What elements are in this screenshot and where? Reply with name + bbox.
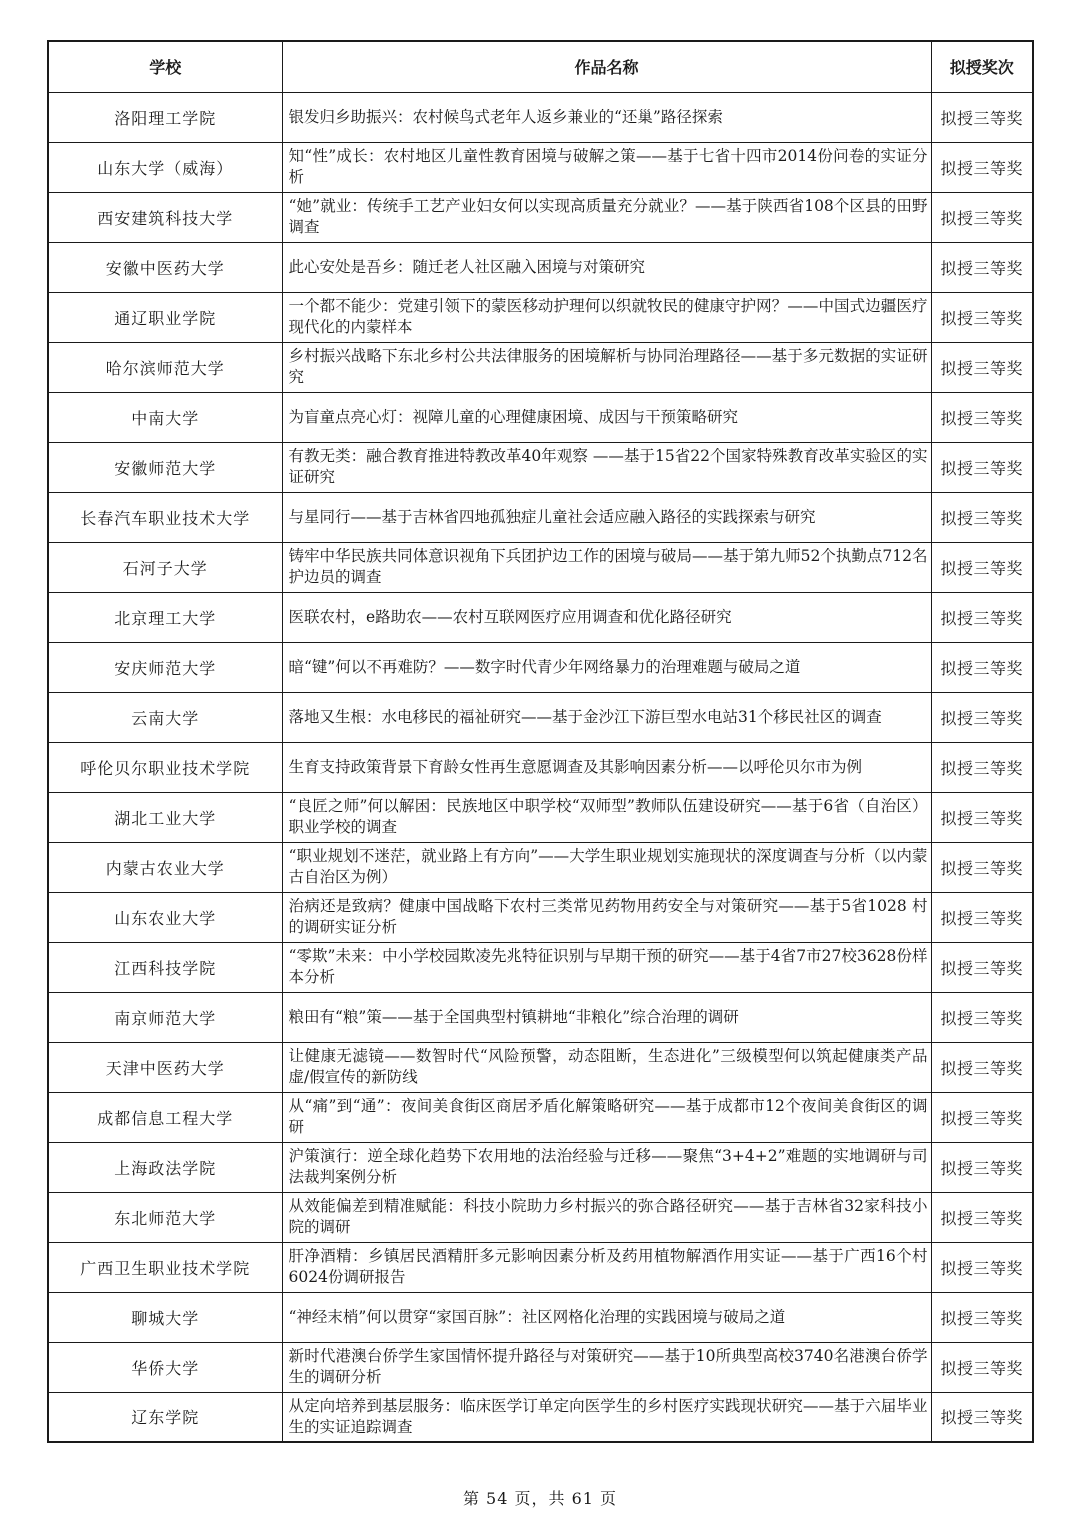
school-cell: 湖北工业大学 [48, 792, 282, 842]
title-cell: “职业规划不迷茫，就业路上有方向”——大学生职业规划实施现状的深度调查与分析（以内蒙古自治区为例） [282, 842, 931, 892]
award-cell: 拟授三等奖 [931, 1392, 1033, 1442]
title-cell: 从定向培养到基层服务：临床医学订单定向医学生的乡村医疗实践现状研究——基于六届毕业生的实证追踪调查 [282, 1392, 931, 1442]
table-header-row [48, 41, 1033, 92]
awards-table [47, 40, 1034, 1443]
school-cell: 云南大学 [48, 692, 282, 742]
table-row [48, 192, 1033, 242]
table-row [48, 242, 1033, 292]
table-row [48, 992, 1033, 1042]
school-cell: 山东农业大学 [48, 892, 282, 942]
school-cell: 石河子大学 [48, 542, 282, 592]
award-cell: 拟授三等奖 [931, 992, 1033, 1042]
school-cell: 辽东学院 [48, 1392, 282, 1442]
title-cell: 从“痛”到“通”：夜间美食街区商居矛盾化解策略研究——基于成都市12个夜间美食街区的调研 [282, 1092, 931, 1142]
school-cell: 长春汽车职业技术大学 [48, 492, 282, 542]
table-row [48, 742, 1033, 792]
school-cell: 呼伦贝尔职业技术学院 [48, 742, 282, 792]
school-cell: 天津中医药大学 [48, 1042, 282, 1092]
school-cell: 安徽师范大学 [48, 442, 282, 492]
award-cell: 拟授三等奖 [931, 342, 1033, 392]
award-cell: 拟授三等奖 [931, 692, 1033, 742]
school-cell: 内蒙古农业大学 [48, 842, 282, 892]
table-row [48, 1042, 1033, 1092]
school-cell: 南京师范大学 [48, 992, 282, 1042]
table-row [48, 342, 1033, 392]
table-row [48, 1242, 1033, 1292]
award-cell: 拟授三等奖 [931, 92, 1033, 142]
title-cell: 一个都不能少：党建引领下的蒙医移动护理何以织就牧民的健康守护网？——中国式边疆医疗现代化的内蒙样本 [282, 292, 931, 342]
table-body [48, 92, 1033, 1442]
school-cell: 洛阳理工学院 [48, 92, 282, 142]
table-row [48, 642, 1033, 692]
table-row [48, 842, 1033, 892]
school-cell: 安庆师范大学 [48, 642, 282, 692]
award-cell: 拟授三等奖 [931, 942, 1033, 992]
table-row [48, 1292, 1033, 1342]
title-cell: “良匠之师”何以解困：民族地区中职学校“双师型”教师队伍建设研究——基于6省（自治区）职业学校的调查 [282, 792, 931, 842]
title-cell: “神经末梢”何以贯穿“家国百脉”：社区网格化治理的实践困境与破局之道 [282, 1292, 931, 1342]
award-cell: 拟授三等奖 [931, 142, 1033, 192]
header-title: 作品名称 [282, 41, 931, 92]
title-cell: 知“性”成长：农村地区儿童性教育困境与破解之策——基于七省十四市2014份问卷的实证分析 [282, 142, 931, 192]
table-row [48, 1392, 1033, 1442]
table-row [48, 1142, 1033, 1192]
table-row [48, 142, 1033, 192]
title-cell: “零欺”未来：中小学校园欺凌先兆特征识别与早期干预的研究——基于4省7市27校3628份样本分析 [282, 942, 931, 992]
award-cell: 拟授三等奖 [931, 1242, 1033, 1292]
table-row [48, 792, 1033, 842]
title-cell: 银发归乡助振兴：农村候鸟式老年人返乡兼业的“还巢”路径探索 [282, 92, 931, 142]
title-cell: 落地又生根：水电移民的福祉研究——基于金沙江下游巨型水电站31个移民社区的调查 [282, 692, 931, 742]
award-cell: 拟授三等奖 [931, 842, 1033, 892]
title-cell: 乡村振兴战略下东北乡村公共法律服务的困境解析与协同治理路径——基于多元数据的实证研究 [282, 342, 931, 392]
page-number: 第 54 页，共 61 页 [462, 1489, 618, 1508]
title-cell: 暗“键”何以不再难防？——数字时代青少年网络暴力的治理难题与破局之道 [282, 642, 931, 692]
title-cell: 此心安处是吾乡：随迁老人社区融入困境与对策研究 [282, 242, 931, 292]
school-cell: 安徽中医药大学 [48, 242, 282, 292]
title-cell: 医联农村，e路助农——农村互联网医疗应用调查和优化路径研究 [282, 592, 931, 642]
table-row [48, 1342, 1033, 1392]
school-cell: 聊城大学 [48, 1292, 282, 1342]
school-cell: 上海政法学院 [48, 1142, 282, 1192]
title-cell: 有教无类：融合教育推进特教改革40年观察 ——基于15省22个国家特殊教育改革实验区的实证研究 [282, 442, 931, 492]
school-cell: 东北师范大学 [48, 1192, 282, 1242]
award-cell: 拟授三等奖 [931, 1292, 1033, 1342]
school-cell: 成都信息工程大学 [48, 1092, 282, 1142]
award-cell: 拟授三等奖 [931, 292, 1033, 342]
table-row [48, 892, 1033, 942]
table-row [48, 442, 1033, 492]
title-cell: 粮田有“粮”策——基于全国典型村镇耕地“非粮化”综合治理的调研 [282, 992, 931, 1042]
school-cell: 通辽职业学院 [48, 292, 282, 342]
title-cell: 沪策演行：逆全球化趋势下农用地的法治经验与迁移——聚焦“3+4+2”难题的实地调研与司法裁判案例分析 [282, 1142, 931, 1192]
table-row [48, 492, 1033, 542]
table-row [48, 92, 1033, 142]
award-cell: 拟授三等奖 [931, 1042, 1033, 1092]
title-cell: 铸牢中华民族共同体意识视角下兵团护边工作的困境与破局——基于第九师52个执勤点712名护边员的调查 [282, 542, 931, 592]
award-cell: 拟授三等奖 [931, 1092, 1033, 1142]
title-cell: 为盲童点亮心灯：视障儿童的心理健康困境、成因与干预策略研究 [282, 392, 931, 442]
award-cell: 拟授三等奖 [931, 642, 1033, 692]
award-cell: 拟授三等奖 [931, 492, 1033, 542]
header-award: 拟授奖次 [931, 41, 1033, 92]
school-cell: 华侨大学 [48, 1342, 282, 1392]
award-cell: 拟授三等奖 [931, 892, 1033, 942]
title-cell: 从效能偏差到精准赋能：科技小院助力乡村振兴的弥合路径研究——基于吉林省32家科技小院的调研 [282, 1192, 931, 1242]
school-cell: 北京理工大学 [48, 592, 282, 642]
title-cell: 治病还是致病？健康中国战略下农村三类常见药物用药安全与对策研究——基于5省1028 村的调研实证分析 [282, 892, 931, 942]
table-row [48, 692, 1033, 742]
school-cell: 江西科技学院 [48, 942, 282, 992]
table-row [48, 592, 1033, 642]
award-cell: 拟授三等奖 [931, 742, 1033, 792]
table-row [48, 292, 1033, 342]
table-row [48, 392, 1033, 442]
award-cell: 拟授三等奖 [931, 392, 1033, 442]
school-cell: 哈尔滨师范大学 [48, 342, 282, 392]
title-cell: 肝净酒精：乡镇居民酒精肝多元影响因素分析及药用植物解酒作用实证——基于广西16个村6024份调研报告 [282, 1242, 931, 1292]
award-cell: 拟授三等奖 [931, 1342, 1033, 1392]
award-cell: 拟授三等奖 [931, 242, 1033, 292]
table-row [48, 942, 1033, 992]
award-cell: 拟授三等奖 [931, 442, 1033, 492]
title-cell: 让健康无滤镜——数智时代“风险预警，动态阻断，生态进化”三级模型何以筑起健康类产品虚/假宣传的新防线 [282, 1042, 931, 1092]
award-cell: 拟授三等奖 [931, 542, 1033, 592]
school-cell: 山东大学（威海） [48, 142, 282, 192]
school-cell: 中南大学 [48, 392, 282, 442]
award-cell: 拟授三等奖 [931, 792, 1033, 842]
award-cell: 拟授三等奖 [931, 1192, 1033, 1242]
title-cell: 与星同行——基于吉林省四地孤独症儿童社会适应融入路径的实践探索与研究 [282, 492, 931, 542]
awards-table-container [47, 40, 1032, 1443]
award-cell: 拟授三等奖 [931, 192, 1033, 242]
header-school: 学校 [48, 41, 282, 92]
award-cell: 拟授三等奖 [931, 592, 1033, 642]
table-row [48, 1092, 1033, 1142]
title-cell: “她”就业：传统手工艺产业妇女何以实现高质量充分就业？——基于陕西省108个区县的田野调查 [282, 192, 931, 242]
table-row [48, 1192, 1033, 1242]
award-cell: 拟授三等奖 [931, 1142, 1033, 1192]
title-cell: 新时代港澳台侨学生家国情怀提升路径与对策研究——基于10所典型高校3740名港澳台侨学生的调研分析 [282, 1342, 931, 1392]
title-cell: 生育支持政策背景下育龄女性再生意愿调查及其影响因素分析——以呼伦贝尔市为例 [282, 742, 931, 792]
school-cell: 西安建筑科技大学 [48, 192, 282, 242]
table-row [48, 542, 1033, 592]
school-cell: 广西卫生职业技术学院 [48, 1242, 282, 1292]
